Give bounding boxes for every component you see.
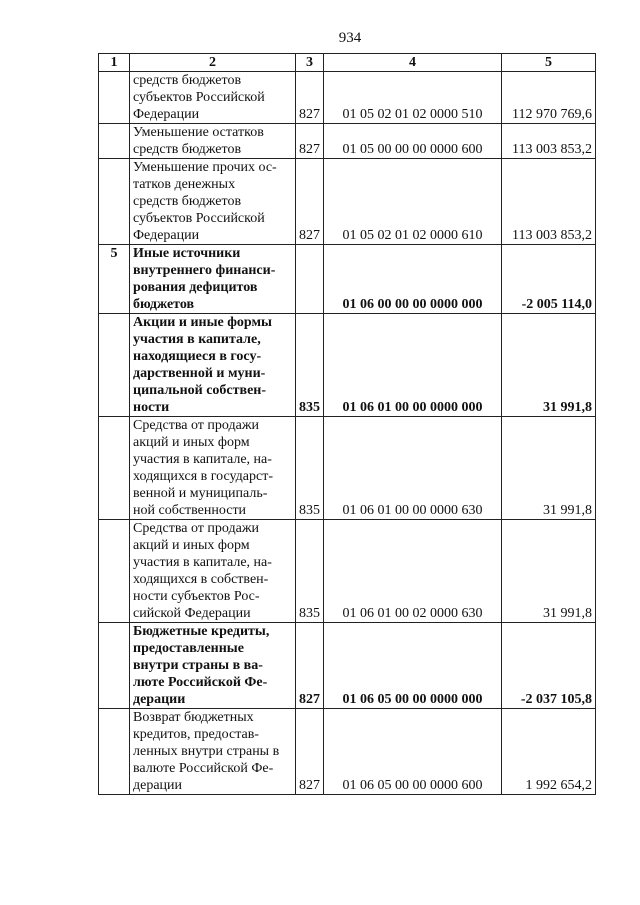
row-admin-code-cell: 827 <box>296 623 324 709</box>
row-number-cell <box>99 159 130 245</box>
row-admin-code-cell: 835 <box>296 314 324 417</box>
row-amount-cell: -2 037 105,8 <box>502 623 596 709</box>
row-admin-code-cell: 827 <box>296 72 324 124</box>
row-amount-cell: 1 992 654,2 <box>502 709 596 795</box>
header-row <box>99 54 596 72</box>
row-admin-code-cell <box>296 245 324 314</box>
row-name-cell: Уменьшение прочих ос- татков денежных средств бюджетов субъектов Российской Федерации <box>130 159 296 245</box>
row-budget-code-cell: 01 06 05 00 00 0000 000 <box>324 623 502 709</box>
row-admin-code-cell: 827 <box>296 124 324 159</box>
row-number-cell <box>99 417 130 520</box>
page-number: 934 <box>338 30 362 46</box>
column-header-code: 4 <box>324 54 502 72</box>
row-admin-code-cell: 835 <box>296 417 324 520</box>
row-budget-code-cell: 01 06 01 00 02 0000 630 <box>324 520 502 623</box>
table-row <box>99 417 596 520</box>
row-amount-cell: -2 005 114,0 <box>502 245 596 314</box>
row-name-cell: Иные источники внутреннего финанси- рования дефицитов бюджетов <box>130 245 296 314</box>
row-number-cell <box>99 314 130 417</box>
row-amount-cell: 113 003 853,2 <box>502 124 596 159</box>
row-budget-code-cell: 01 06 05 00 00 0000 600 <box>324 709 502 795</box>
table-row <box>99 314 596 417</box>
row-amount-cell: 31 991,8 <box>502 314 596 417</box>
row-name-cell: Средства от продажи акций и иных форм участия в капитале, на- ходящихся в государст- венной и муниципаль- ной собственности <box>130 417 296 520</box>
row-name-cell: Средства от продажи акций и иных форм участия в капитале, на- ходящихся в собствен- ности субъектов Рос- сийской Федерации <box>130 520 296 623</box>
row-number-cell <box>99 709 130 795</box>
table-row <box>99 623 596 709</box>
row-budget-code-cell: 01 06 00 00 00 0000 000 <box>324 245 502 314</box>
column-header-name: 2 <box>130 54 296 72</box>
row-number-cell <box>99 124 130 159</box>
row-budget-code-cell: 01 05 02 01 02 0000 510 <box>324 72 502 124</box>
row-amount-cell: 113 003 853,2 <box>502 159 596 245</box>
row-budget-code-cell: 01 06 01 00 00 0000 630 <box>324 417 502 520</box>
row-name-cell: средств бюджетов субъектов Российской Федерации <box>130 72 296 124</box>
budget-sources-table <box>98 53 596 795</box>
column-header-amount: 5 <box>502 54 596 72</box>
row-budget-code-cell: 01 06 01 00 00 0000 000 <box>324 314 502 417</box>
table-row <box>99 709 596 795</box>
row-number-cell <box>99 72 130 124</box>
row-number-cell <box>99 623 130 709</box>
row-amount-cell: 31 991,8 <box>502 417 596 520</box>
column-header-admin: 3 <box>296 54 324 72</box>
row-name-cell: Уменьшение остатков средств бюджетов <box>130 124 296 159</box>
row-name-cell: Возврат бюджетных кредитов, предостав- ленных внутри страны в валюте Российской Фе- дерации <box>130 709 296 795</box>
table-row <box>99 72 596 124</box>
row-name-cell: Акции и иные формы участия в капитале, находящиеся в госу- дарственной и муни- ципальной собствен- ности <box>130 314 296 417</box>
row-amount-cell: 112 970 769,6 <box>502 72 596 124</box>
table-row <box>99 159 596 245</box>
row-admin-code-cell: 827 <box>296 159 324 245</box>
row-amount-cell: 31 991,8 <box>502 520 596 623</box>
column-header-num: 1 <box>99 54 130 72</box>
row-number-cell <box>99 520 130 623</box>
row-admin-code-cell: 835 <box>296 520 324 623</box>
row-budget-code-cell: 01 05 02 01 02 0000 610 <box>324 159 502 245</box>
table-row <box>99 124 596 159</box>
row-name-cell: Бюджетные кредиты, предоставленные внутри страны в ва- люте Российской Фе- дерации <box>130 623 296 709</box>
row-number-cell: 5 <box>99 245 130 314</box>
table-row <box>99 520 596 623</box>
row-admin-code-cell: 827 <box>296 709 324 795</box>
row-budget-code-cell: 01 05 00 00 00 0000 600 <box>324 124 502 159</box>
table-row <box>99 245 596 314</box>
